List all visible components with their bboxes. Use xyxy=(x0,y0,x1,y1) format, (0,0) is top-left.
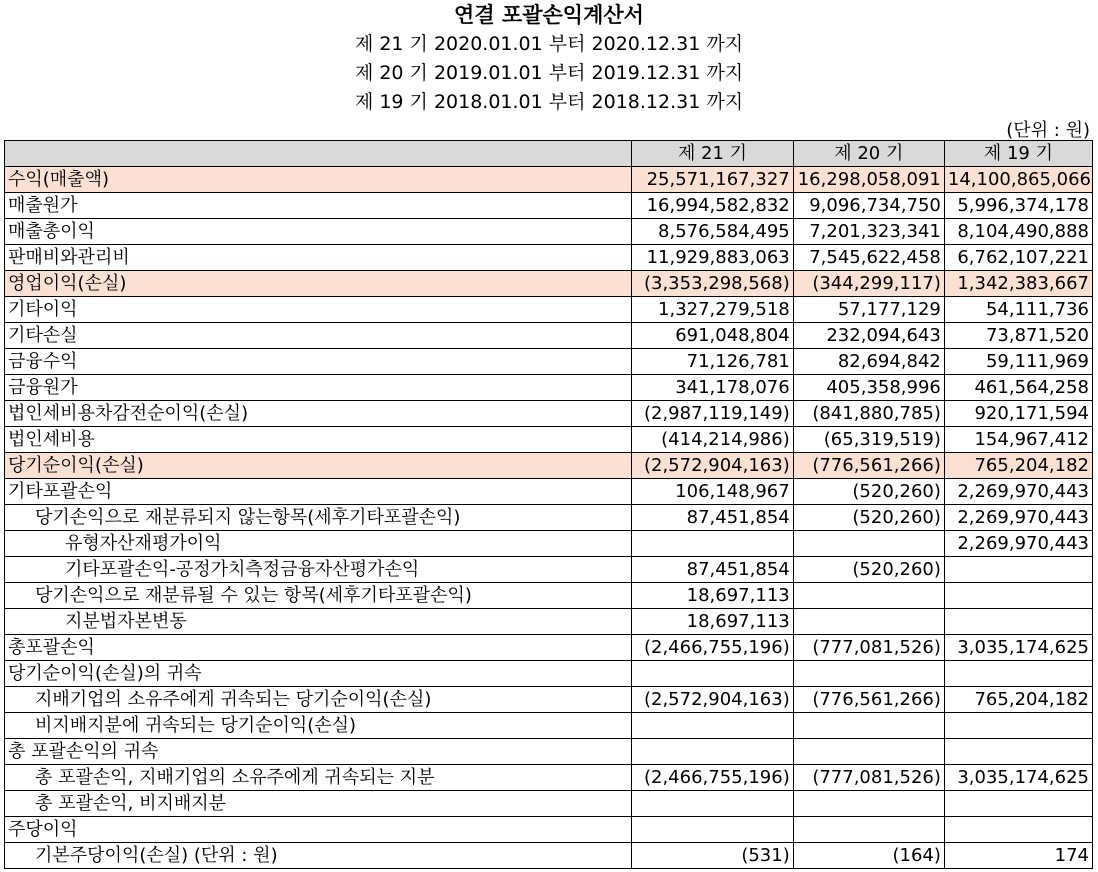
value-cell-19 xyxy=(944,739,1092,765)
value-cell-20: 16,298,058,091 xyxy=(793,167,944,193)
row-label: 판매비와관리비 xyxy=(5,245,632,271)
row-label: 매출총이익 xyxy=(5,219,632,245)
table-row xyxy=(5,401,1093,427)
table-row xyxy=(5,505,1093,531)
unit-label: (단위 : 원) xyxy=(1006,120,1090,141)
table-row xyxy=(5,245,1093,271)
table-row xyxy=(5,791,1093,817)
value-cell-21: (3,353,298,568) xyxy=(632,271,793,297)
value-cell-19: 461,564,258 xyxy=(944,375,1092,401)
header-cell-21: 제 21 기 xyxy=(632,141,793,167)
value-cell-19 xyxy=(944,661,1092,687)
value-cell-20: 405,358,996 xyxy=(793,375,944,401)
value-cell-21: 11,929,883,063 xyxy=(632,245,793,271)
value-cell-20 xyxy=(793,817,944,843)
row-label: 기본주당이익(손실) (단위 : 원) xyxy=(5,843,632,869)
value-cell-21: 341,178,076 xyxy=(632,375,793,401)
row-label: 총 포괄손익, 비지배지분 xyxy=(5,791,632,817)
value-cell-21: 25,571,167,327 xyxy=(632,167,793,193)
value-cell-20: 232,094,643 xyxy=(793,323,944,349)
income-statement-table xyxy=(4,140,1093,869)
value-cell-20 xyxy=(793,713,944,739)
value-cell-20: (776,561,266) xyxy=(793,453,944,479)
row-label: 총포괄손익 xyxy=(5,635,632,661)
value-cell-19 xyxy=(944,557,1092,583)
value-cell-20: (777,081,526) xyxy=(793,635,944,661)
row-label: 비지배지분에 귀속되는 당기순이익(손실) xyxy=(5,713,632,739)
value-cell-21: 18,697,113 xyxy=(632,583,793,609)
value-cell-20: (520,260) xyxy=(793,505,944,531)
table-row xyxy=(5,557,1093,583)
row-label: 지분법자본변동 xyxy=(5,609,632,635)
value-cell-20: (65,319,519) xyxy=(793,427,944,453)
table-row xyxy=(5,297,1093,323)
value-cell-20: 7,201,323,341 xyxy=(793,219,944,245)
table-row xyxy=(5,375,1093,401)
value-cell-21: (2,572,904,163) xyxy=(632,453,793,479)
row-label: 당기순이익(손실)의 귀속 xyxy=(5,661,632,687)
value-cell-21: 1,327,279,518 xyxy=(632,297,793,323)
table-row xyxy=(5,739,1093,765)
row-label: 지배기업의 소유주에게 귀속되는 당기순이익(손실) xyxy=(5,687,632,713)
value-cell-19: 154,967,412 xyxy=(944,427,1092,453)
value-cell-21: 18,697,113 xyxy=(632,609,793,635)
value-cell-19: 59,111,969 xyxy=(944,349,1092,375)
value-cell-21: 691,048,804 xyxy=(632,323,793,349)
table-row xyxy=(5,713,1093,739)
value-cell-19 xyxy=(944,609,1092,635)
row-label: 기타포괄손익 xyxy=(5,479,632,505)
value-cell-21 xyxy=(632,661,793,687)
table-row xyxy=(5,479,1093,505)
table-row xyxy=(5,349,1093,375)
value-cell-20: (777,081,526) xyxy=(793,765,944,791)
value-cell-20 xyxy=(793,531,944,557)
value-cell-21 xyxy=(632,531,793,557)
value-cell-21: (531) xyxy=(632,843,793,869)
row-label: 수익(매출액) xyxy=(5,167,632,193)
value-cell-20: (344,299,117) xyxy=(793,271,944,297)
table-row xyxy=(5,427,1093,453)
value-cell-20: 82,694,842 xyxy=(793,349,944,375)
value-cell-19: 2,269,970,443 xyxy=(944,505,1092,531)
value-cell-20 xyxy=(793,583,944,609)
value-cell-20: 7,545,622,458 xyxy=(793,245,944,271)
value-cell-21: 16,994,582,832 xyxy=(632,193,793,219)
table-header-row xyxy=(5,141,1093,167)
table-row xyxy=(5,687,1093,713)
header-cell-19: 제 19 기 xyxy=(944,141,1092,167)
table-row xyxy=(5,843,1093,869)
value-cell-21: (2,572,904,163) xyxy=(632,687,793,713)
row-label: 법인세비용 xyxy=(5,427,632,453)
table-row xyxy=(5,323,1093,349)
value-cell-19: 5,996,374,178 xyxy=(944,193,1092,219)
row-label: 법인세비용차감전순이익(손실) xyxy=(5,401,632,427)
value-cell-20: (841,880,785) xyxy=(793,401,944,427)
value-cell-19: 3,035,174,625 xyxy=(944,765,1092,791)
table-row xyxy=(5,167,1093,193)
value-cell-20 xyxy=(793,791,944,817)
value-cell-20: (520,260) xyxy=(793,479,944,505)
row-label: 유형자산재평가이익 xyxy=(5,531,632,557)
value-cell-19: 54,111,736 xyxy=(944,297,1092,323)
table-row xyxy=(5,219,1093,245)
table-row xyxy=(5,765,1093,791)
value-cell-21: 8,576,584,495 xyxy=(632,219,793,245)
value-cell-19: 920,171,594 xyxy=(944,401,1092,427)
value-cell-20: (776,561,266) xyxy=(793,687,944,713)
period-line-19: 제 19 기 2018.01.01 부터 2018.12.31 까지 xyxy=(354,91,744,113)
value-cell-19: 8,104,490,888 xyxy=(944,219,1092,245)
value-cell-19: 2,269,970,443 xyxy=(944,531,1092,557)
value-cell-21: 106,148,967 xyxy=(632,479,793,505)
value-cell-21: 87,451,854 xyxy=(632,557,793,583)
table-row xyxy=(5,583,1093,609)
table-row xyxy=(5,635,1093,661)
period-line-20: 제 20 기 2019.01.01 부터 2019.12.31 까지 xyxy=(354,62,744,84)
row-label: 기타이익 xyxy=(5,297,632,323)
table-row xyxy=(5,453,1093,479)
value-cell-21: 71,126,781 xyxy=(632,349,793,375)
value-cell-19: 1,342,383,667 xyxy=(944,271,1092,297)
row-label: 총 포괄손익의 귀속 xyxy=(5,739,632,765)
value-cell-21 xyxy=(632,817,793,843)
row-label: 기타손실 xyxy=(5,323,632,349)
value-cell-21 xyxy=(632,791,793,817)
table-row xyxy=(5,817,1093,843)
row-label: 당기순이익(손실) xyxy=(5,453,632,479)
value-cell-19: 14,100,865,066 xyxy=(944,167,1092,193)
row-label: 주당이익 xyxy=(5,817,632,843)
row-label: 금융수익 xyxy=(5,349,632,375)
value-cell-20 xyxy=(793,661,944,687)
value-cell-19 xyxy=(944,583,1092,609)
value-cell-19: 6,762,107,221 xyxy=(944,245,1092,271)
header-cell-20: 제 20 기 xyxy=(793,141,944,167)
value-cell-20 xyxy=(793,609,944,635)
value-cell-21: (2,466,755,196) xyxy=(632,635,793,661)
value-cell-19: 765,204,182 xyxy=(944,687,1092,713)
row-label: 당기손익으로 재분류되지 않는항목(세후기타포괄손익) xyxy=(5,505,632,531)
value-cell-20: 57,177,129 xyxy=(793,297,944,323)
row-label: 영업이익(손실) xyxy=(5,271,632,297)
table-row xyxy=(5,661,1093,687)
value-cell-21 xyxy=(632,739,793,765)
statement-header xyxy=(0,0,1098,117)
value-cell-21: (2,987,119,149) xyxy=(632,401,793,427)
page-title: 연결 포괄손익계산서 xyxy=(454,3,644,27)
row-label: 매출원가 xyxy=(5,193,632,219)
value-cell-20: (520,260) xyxy=(793,557,944,583)
value-cell-21: (414,214,986) xyxy=(632,427,793,453)
value-cell-20: 9,096,734,750 xyxy=(793,193,944,219)
row-label: 당기손익으로 재분류될 수 있는 항목(세후기타포괄손익) xyxy=(5,583,632,609)
value-cell-19 xyxy=(944,791,1092,817)
value-cell-20: (164) xyxy=(793,843,944,869)
value-cell-20 xyxy=(793,739,944,765)
value-cell-21: 87,451,854 xyxy=(632,505,793,531)
row-label: 금융원가 xyxy=(5,375,632,401)
value-cell-19: 73,871,520 xyxy=(944,323,1092,349)
value-cell-19 xyxy=(944,713,1092,739)
value-cell-21: (2,466,755,196) xyxy=(632,765,793,791)
row-label: 총 포괄손익, 지배기업의 소유주에게 귀속되는 지분 xyxy=(5,765,632,791)
table-row xyxy=(5,609,1093,635)
value-cell-21 xyxy=(632,713,793,739)
table-row xyxy=(5,531,1093,557)
row-label: 기타포괄손익-공정가치측정금융자산평가손익 xyxy=(5,557,632,583)
period-line-21: 제 21 기 2020.01.01 부터 2020.12.31 까지 xyxy=(354,33,744,55)
value-cell-19: 2,269,970,443 xyxy=(944,479,1092,505)
value-cell-19: 765,204,182 xyxy=(944,453,1092,479)
value-cell-19 xyxy=(944,817,1092,843)
header-cell-label xyxy=(5,141,632,167)
table-row xyxy=(5,193,1093,219)
value-cell-19: 174 xyxy=(944,843,1092,869)
table-row xyxy=(5,271,1093,297)
value-cell-19: 3,035,174,625 xyxy=(944,635,1092,661)
